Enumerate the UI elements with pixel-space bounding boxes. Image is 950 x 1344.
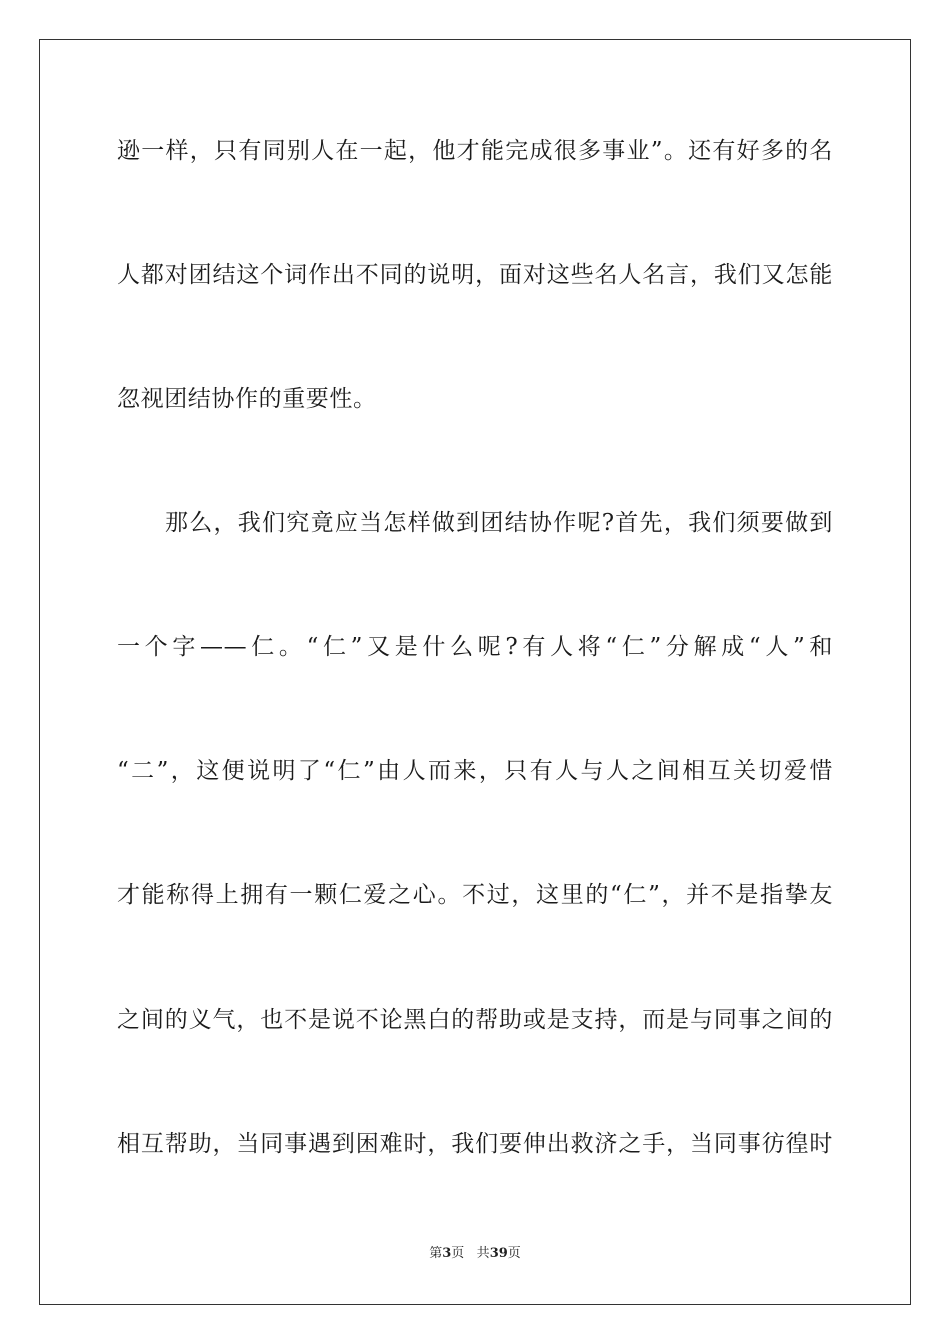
page-border	[39, 39, 911, 1305]
body-text-line-3: 忽视团结协作的重要性。	[117, 386, 377, 412]
body-text-line-7: 才能称得上拥有一颗仁爱之心。不过，这里的“仁”，并不是指挚友	[117, 882, 833, 908]
total-suffix: 页	[507, 1246, 521, 1261]
total-prefix: 共	[476, 1246, 490, 1261]
page-prefix: 第	[429, 1246, 443, 1261]
body-text-line-6: “二”，这便说明了“仁”由人而来，只有人与人之间相互关切爱惜	[117, 758, 833, 784]
page-footer	[0, 1245, 950, 1263]
body-text-line-2: 人都对团结这个词作出不同的说明，面对这些名人名言，我们又怎能	[117, 262, 833, 288]
body-text-line-8: 之间的义气，也不是说不论黑白的帮助或是支持，而是与同事之间的	[117, 1007, 833, 1033]
page-suffix: 页	[451, 1246, 465, 1261]
body-text-line-5: 一个字——仁。“仁”又是什么呢?有人将“仁”分解成“人”和	[117, 634, 833, 660]
body-text-line-4: 那么，我们究竟应当怎样做到团结协作呢?首先，我们须要做到	[165, 510, 833, 536]
total-pages: 39	[489, 1246, 508, 1261]
page-number: 3	[442, 1246, 452, 1261]
body-text-line-9: 相互帮助，当同事遇到困难时，我们要伸出救济之手，当同事彷徨时	[117, 1131, 833, 1157]
body-text-line-1: 逊一样，只有同别人在一起，他才能完成很多事业”。还有好多的名	[117, 138, 833, 164]
